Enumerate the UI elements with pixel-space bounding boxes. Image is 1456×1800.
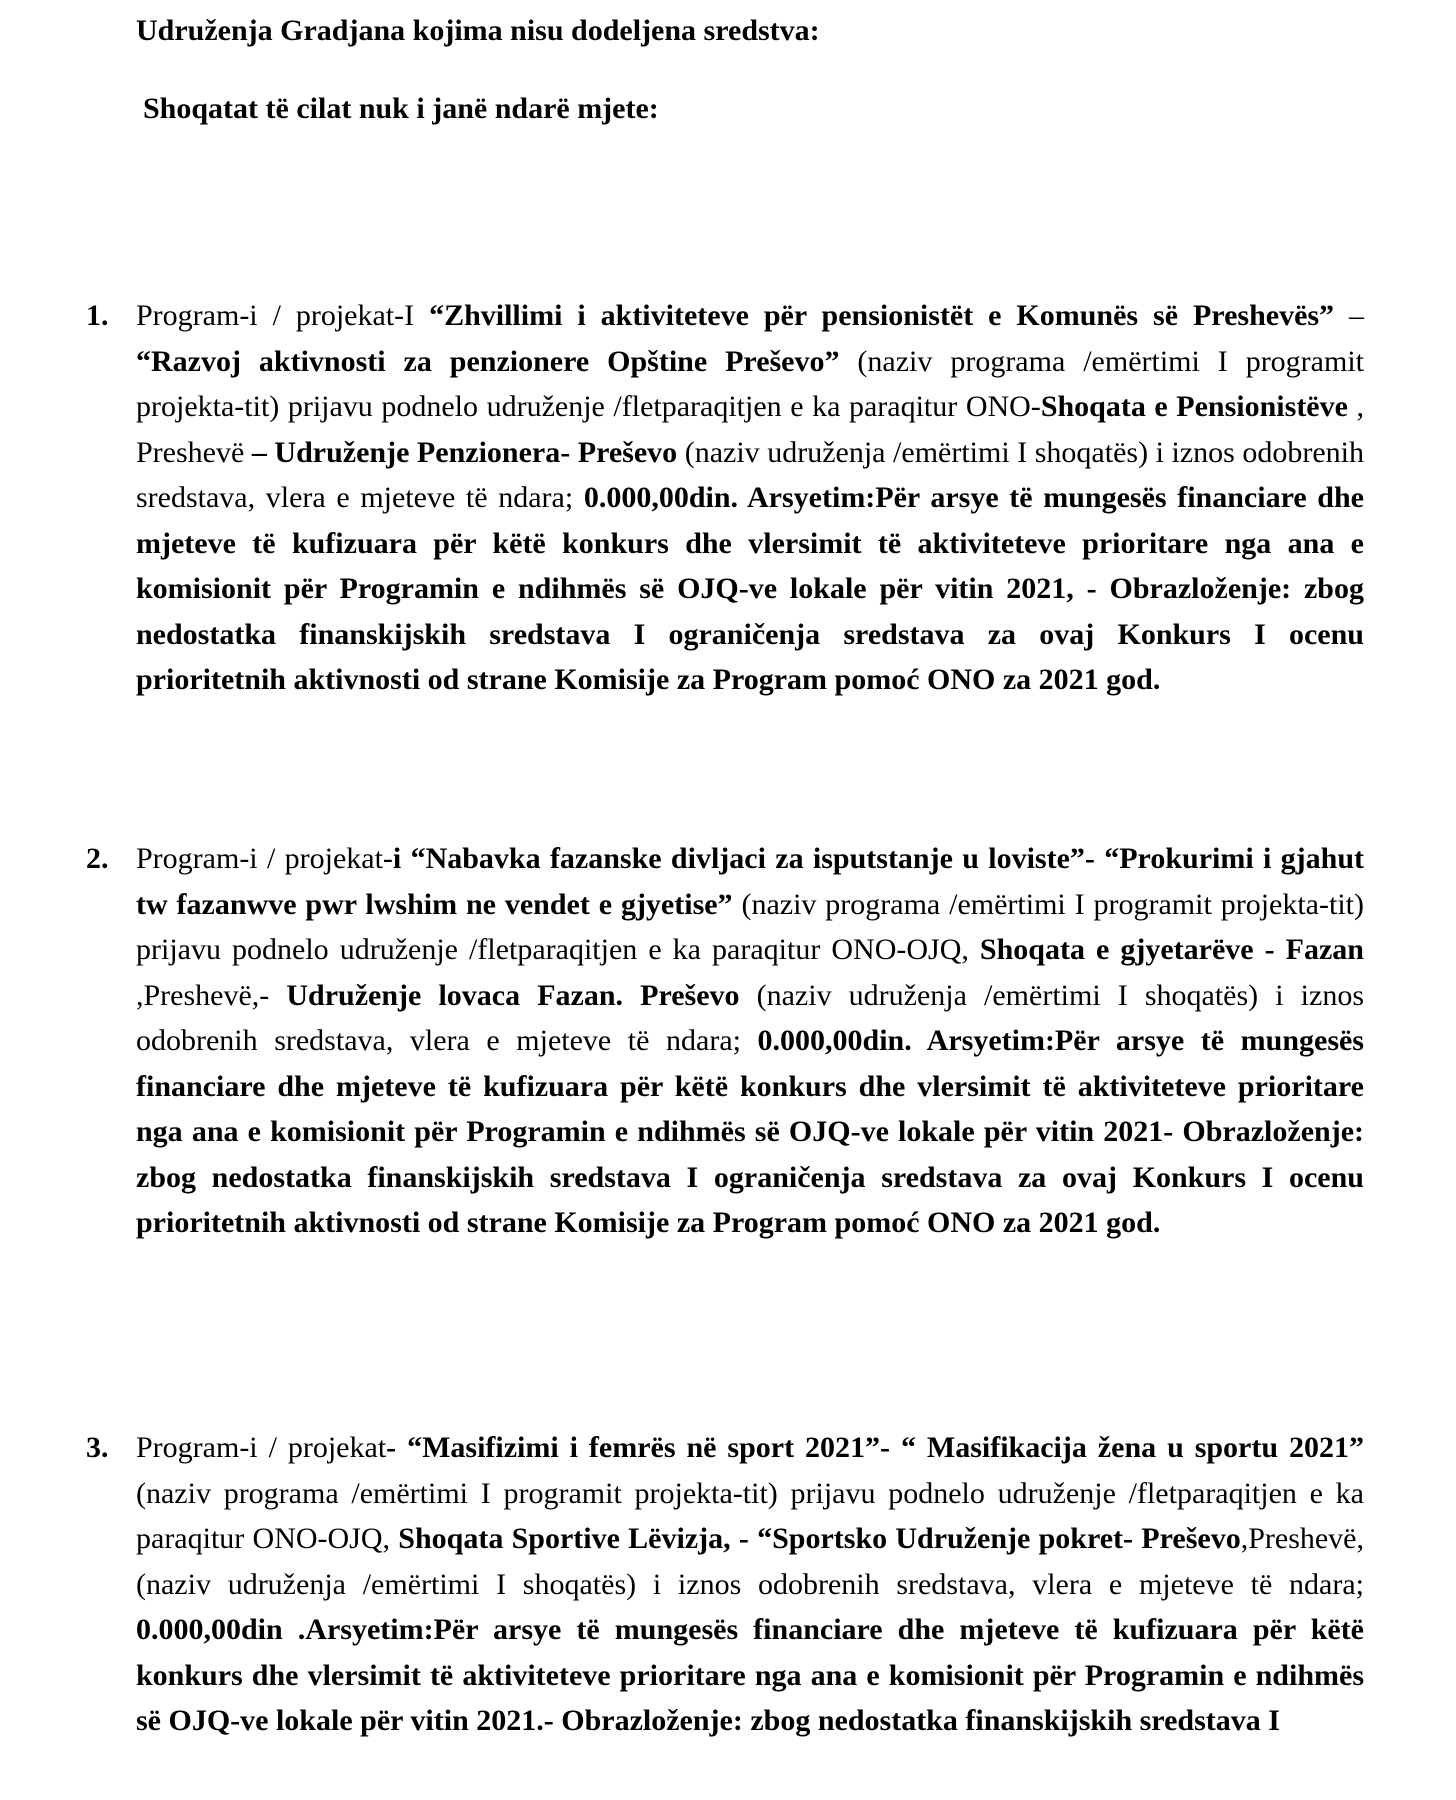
item-lead: Program-i / projekat- (136, 842, 393, 875)
item-text: ,Preshevë, (naziv udruženja /emërtimi I shoqatës) i iznos odobrenih sredstava, vlera e mjeteve të ndara; (136, 1522, 1364, 1601)
item-text: (naziv udruženja /emërtimi I shoqatës) i iznos odobrenih sredstava, vlera e mjeteve të ndara; (136, 435, 1365, 514)
program-title: - “Masifizimi i femrës në sport 2021”- “ Masifikacija žena u sportu 2021” (386, 1431, 1364, 1464)
item-text: (naziv programa /emërtimi I programit projekta-tit) prijavu podnelo udruženje /fletparaqitjen e ka paraqitur ONO-OJQ, (136, 887, 1364, 966)
item-text: (naziv programa /emërtimi I programit projekta-tit) prijavu podnelo udruženje /fletparaqitjen e ka paraqitur ONO- (136, 344, 1364, 423)
reasoning: .Arsyetim:Për arsye të mungesës financiare dhe mjeteve të kufizuara për këtë konkurs dhe vlersimit të aktiviteteve prioritare nga ana e komisionit për Programin e ndihmës së OJQ-ve lokale për vitin 2021.- Obrazloženje: zbog nedostatka finanskijskih sredstava I (136, 1613, 1364, 1737)
item-text: ,Preshevë,- (136, 978, 287, 1012)
item-lead: Program-i / projekat-I (136, 299, 430, 332)
reasoning: . Arsyetim:Për arsye të mungesës financiare dhe mjeteve të kufizuara për këtë konkurs dhe vlersimit të aktiviteteve prioritare nga ana e komisionit për Programin e ndihmës së OJQ-ve lokale për vitin 2021, - Obrazloženje: zbog nedostatka finanskijskih sredstava I ograničenja sredstava za ovaj Konkurs I ocenu prioritetnih aktivnosti od strane Komisije za Program pomoć ONO za 2021 god. (136, 481, 1364, 696)
item-text: (naziv udruženja /emërtimi I shoqatës) i iznos odobrenih sredstava, vlera e mjeteve të ndara; (136, 978, 1364, 1057)
amount: 0.000,00din (136, 1613, 283, 1646)
organization-serbian: Udruženje lovaca Fazan. Preševo (286, 978, 740, 1012)
list-item-2 (86, 836, 1364, 1246)
item-text: (naziv programa /emërtimi I programit projekta-tit) prijavu podnelo udruženje /fletparaqitjen e ka paraqitur ONO-OJQ, (136, 1476, 1364, 1555)
program-title: i “Nabavka fazanske divljaci za isputstanje u loviste”- “Prokurimi i gjahut tw fazanwve pwr lwshim ne vendet e gjyetise” (136, 842, 1364, 921)
reasoning: . Arsyetim:Për arsye të mungesës financiare dhe mjeteve të kufizuara për këtë konkurs dhe vlersimit të aktiviteteve prioritare nga ana e komisionit për Programin e ndihmës së OJQ-ve lokale për vitin 2021- Obrazloženje: zbog nedostatka finanskijskih sredstava I ograničenja sredstava za ovaj Konkurs I ocenu prioritetnih aktivnosti od strane Komisije za Program pomoć ONO za 2021 god. (136, 1024, 1364, 1239)
item-number: 2. (86, 842, 109, 875)
amount: 0.000,00din (583, 481, 731, 514)
list-item-1 (86, 293, 1365, 703)
heading-albanian: Shoqatat të cilat nuk i janë ndarë mjete: (143, 92, 659, 125)
title-separator: – (1334, 299, 1364, 332)
organization-serbian: – Udruženje Penzionera- Preševo (251, 435, 678, 469)
item-number: 1. (86, 299, 109, 332)
heading-serbian: Udruženja Gradjana kojima nisu dodeljena sredstva: (136, 14, 820, 47)
amount: 0.000,00din (757, 1024, 905, 1057)
organization: Shoqata Sportive Lëvizja, - “Sportsko Udruženje pokret- Preševo (398, 1522, 1241, 1555)
program-title-serbian: “Razvoj aktivnosti za penzionere Opštine Preševo” (136, 344, 840, 378)
item-number: 3. (86, 1431, 109, 1464)
item-lead: Program-i / projekat (136, 1431, 387, 1464)
organization-albanian: Shoqata e Pensionistëve (1040, 390, 1348, 423)
list-item-3 (86, 1425, 1364, 1744)
program-title-albanian: “Zhvillimi i aktiviteteve për pensionistët e Komunës së Preshevës” (429, 299, 1335, 332)
item-text: , Preshevë (136, 390, 1365, 469)
organization-albanian: Shoqata e gjyetarëve - Fazan (979, 933, 1364, 966)
